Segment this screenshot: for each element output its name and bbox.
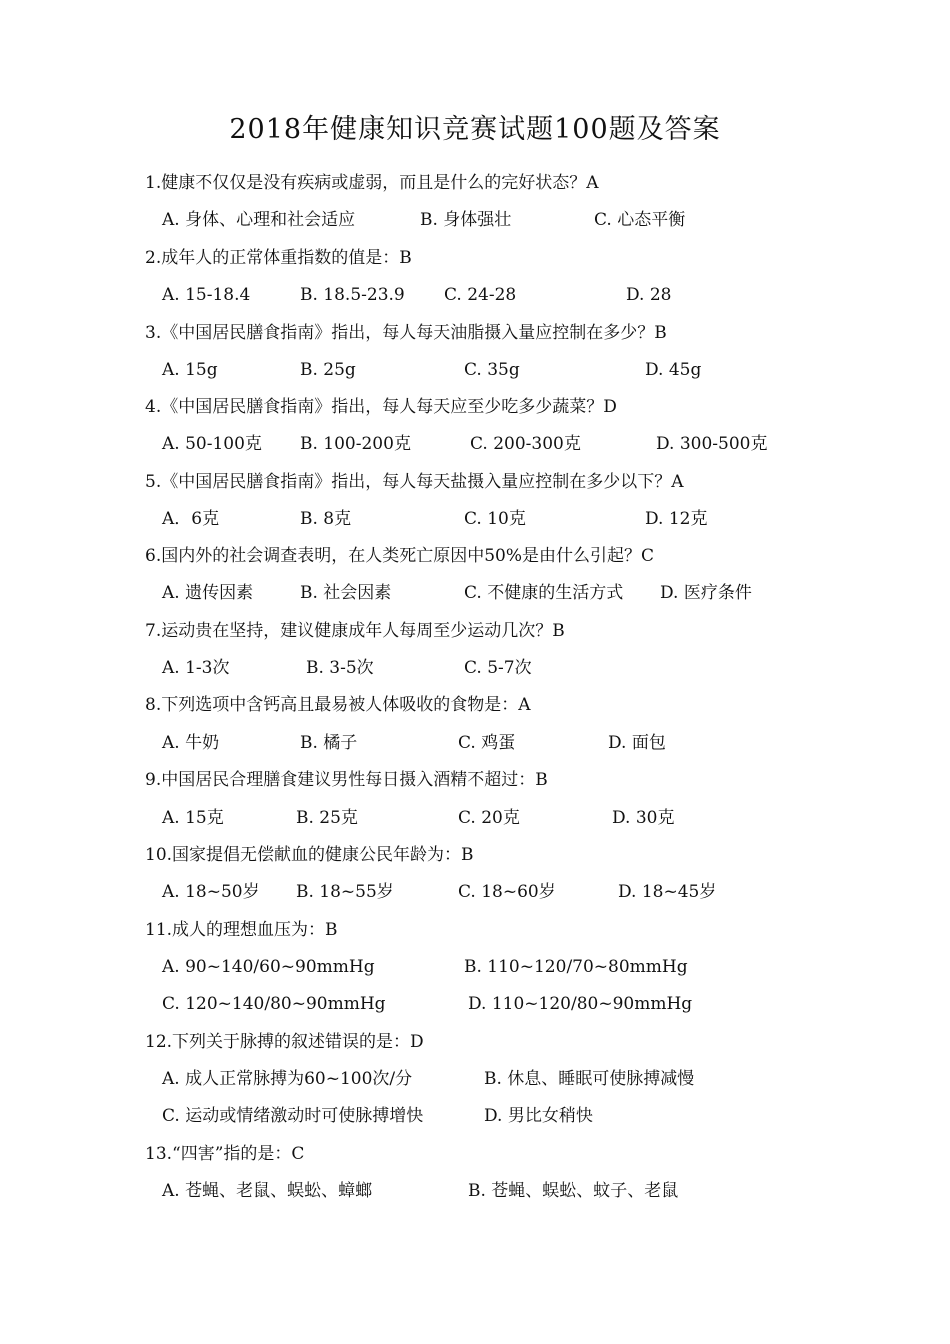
question-7: 7.运动贵在坚持，建议健康成年人每周至少运动几次？B	[145, 621, 565, 641]
q8-option-a: A. 牛奶	[162, 733, 220, 753]
q6-option-a: A. 遗传因素	[162, 583, 254, 603]
q2-option-a: A. 15-18.4	[162, 285, 251, 305]
question-13: 13.“四害”指的是：C	[145, 1144, 305, 1164]
q6-option-d: D. 医疗条件	[660, 583, 752, 603]
q4-option-a: A. 50-100克	[162, 434, 262, 454]
q7-option-a: A. 1-3次	[162, 658, 230, 678]
q6-option-b: B. 社会因素	[300, 583, 392, 603]
question-2: 2.成年人的正常体重指数的值是：B	[145, 248, 412, 268]
q5-option-d: D. 12克	[645, 509, 708, 529]
q11-option-c: C. 120~140/80~90mmHg	[162, 994, 386, 1014]
q6-option-c: C. 不健康的生活方式	[464, 583, 624, 603]
q3-option-d: D. 45g	[645, 360, 702, 380]
q12-option-b: B. 休息、睡眠可使脉搏减慢	[484, 1069, 695, 1089]
question-9: 9.中国居民合理膳食建议男性每日摄入酒精不超过：B	[145, 770, 548, 790]
q2-option-c: C. 24-28	[444, 285, 517, 305]
q11-option-b: B. 110~120/70~80mmHg	[464, 957, 688, 977]
q10-option-b: B. 18~55岁	[296, 882, 394, 902]
q8-option-b: B. 橘子	[300, 733, 358, 753]
q2-option-b: B. 18.5-23.9	[300, 285, 405, 305]
q11-option-d: D. 110~120/80~90mmHg	[468, 994, 693, 1014]
q10-option-c: C. 18~60岁	[458, 882, 556, 902]
question-10: 10.国家提倡无偿献血的健康公民年龄为：B	[145, 845, 474, 865]
question-11: 11.成人的理想血压为：B	[145, 920, 338, 940]
question-4: 4.《中国居民膳食指南》指出，每人每天应至少吃多少蔬菜？D	[145, 397, 617, 417]
q7-option-c: C. 5-7次	[464, 658, 532, 678]
q11-option-a: A. 90~140/60~90mmHg	[162, 957, 375, 977]
q2-option-d: D. 28	[626, 285, 672, 305]
q10-option-d: D. 18~45岁	[618, 882, 717, 902]
question-3: 3.《中国居民膳食指南》指出，每人每天油脂摄入量应控制在多少？B	[145, 323, 667, 343]
q5-option-b: B. 8克	[300, 509, 352, 529]
q13-option-b: B. 苍蝇、蜈蚣、蚊子、老鼠	[468, 1181, 679, 1201]
q12-option-d: D. 男比女稍快	[484, 1106, 593, 1126]
q3-option-b: B. 25g	[300, 360, 356, 380]
q9-option-d: D. 30克	[612, 808, 675, 828]
q12-option-c: C. 运动或情绪激动时可使脉搏增快	[162, 1106, 424, 1126]
q9-option-b: B. 25克	[296, 808, 358, 828]
q12-option-a: A. 成人正常脉搏为60~100次/分	[162, 1069, 413, 1089]
q9-option-c: C. 20克	[458, 808, 520, 828]
question-12: 12.下列关于脉搏的叙述错误的是：D	[145, 1032, 424, 1052]
q3-option-a: A. 15g	[162, 360, 218, 380]
q7-option-b: B. 3-5次	[306, 658, 374, 678]
q8-option-c: C. 鸡蛋	[458, 733, 516, 753]
q10-option-a: A. 18~50岁	[162, 882, 260, 902]
q5-option-a: A．6克	[162, 509, 220, 529]
q1-option-a: A. 身体、心理和社会适应	[162, 210, 356, 230]
question-1: 1.健康不仅仅是没有疾病或虚弱，而且是什么的完好状态？A	[145, 173, 599, 193]
q1-option-c: C. 心态平衡	[594, 210, 686, 230]
question-8: 8.下列选项中含钙高且最易被人体吸收的食物是：A	[145, 695, 531, 715]
q1-option-b: B. 身体强壮	[420, 210, 512, 230]
q4-option-b: B. 100-200克	[300, 434, 411, 454]
question-6: 6.国内外的社会调查表明，在人类死亡原因中50%是由什么引起？C	[145, 546, 655, 566]
q9-option-a: A. 15克	[162, 808, 224, 828]
question-5: 5.《中国居民膳食指南》指出，每人每天盐摄入量应控制在多少以下？A	[145, 472, 684, 492]
q13-option-a: A. 苍蝇、老鼠、蜈蚣、蟑螂	[162, 1181, 373, 1201]
q4-option-c: C. 200-300克	[470, 434, 581, 454]
q8-option-d: D. 面包	[608, 733, 666, 753]
q5-option-c: C. 10克	[464, 509, 526, 529]
q3-option-c: C. 35g	[464, 360, 520, 380]
q4-option-d: D. 300-500克	[656, 434, 768, 454]
document-title: 2018年健康知识竞赛试题100题及答案	[229, 114, 721, 145]
